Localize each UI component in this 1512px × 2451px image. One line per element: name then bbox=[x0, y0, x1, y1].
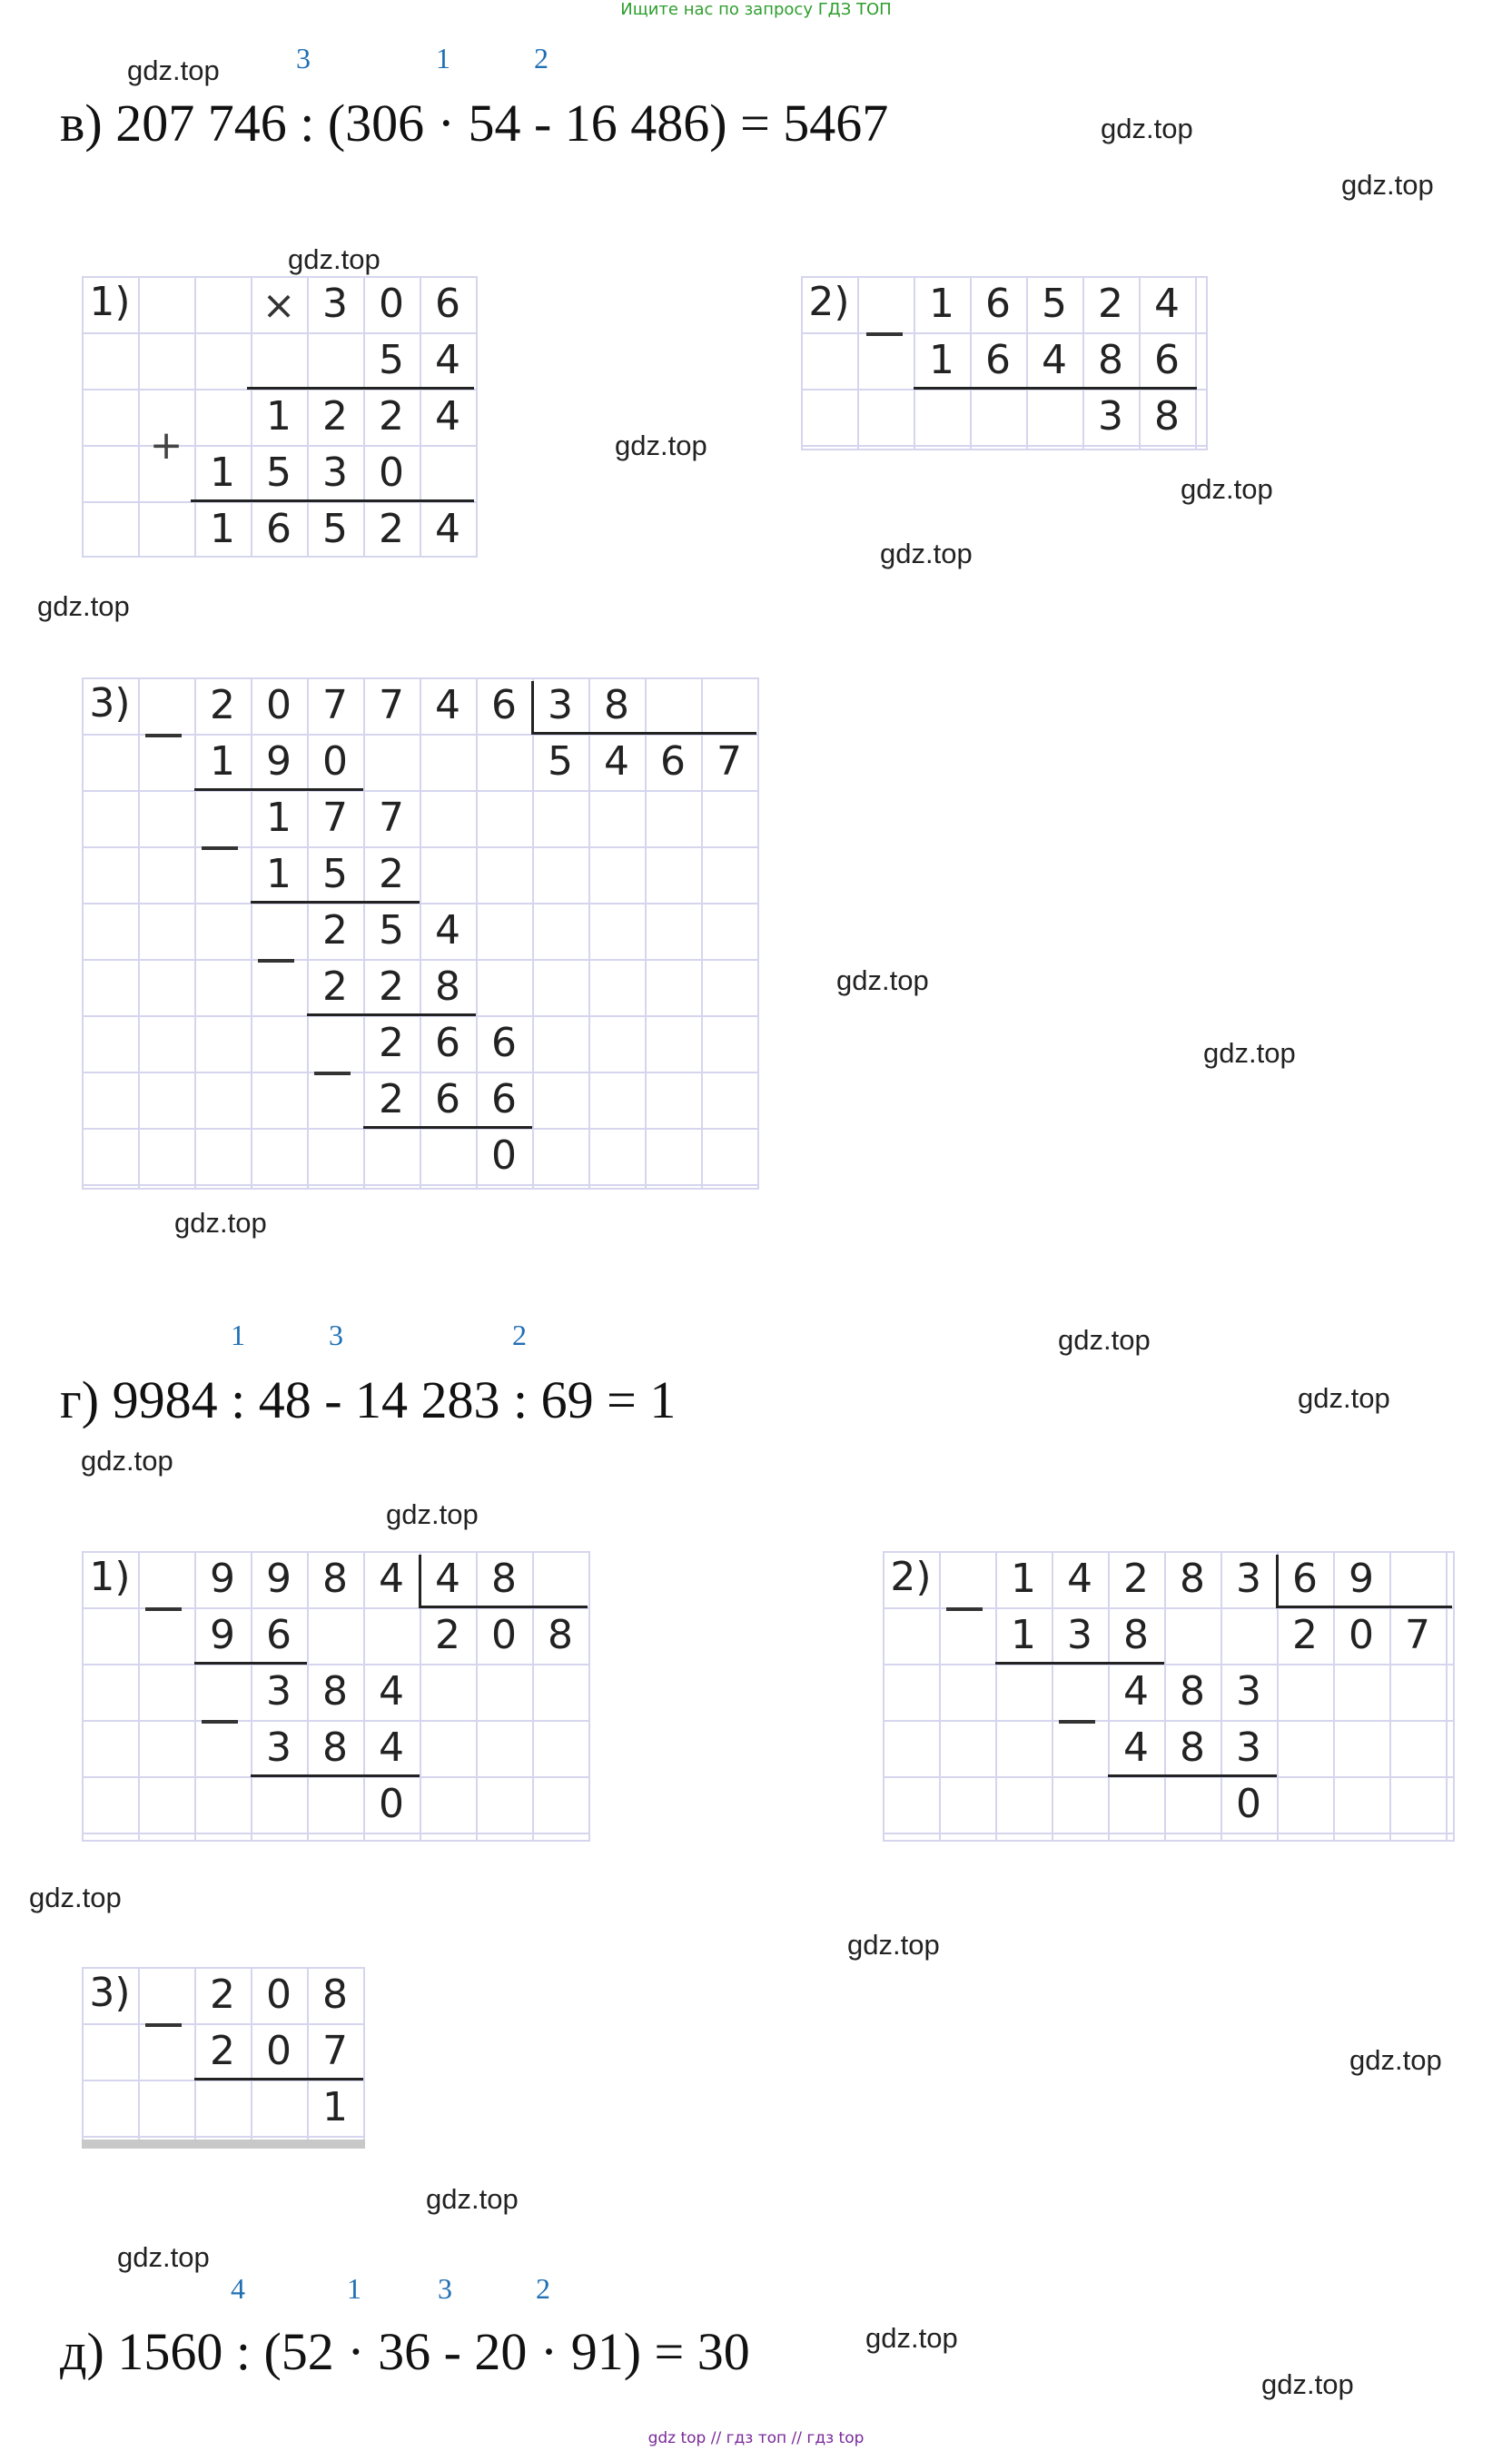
digit: 5 bbox=[266, 450, 292, 496]
v-step2-grid bbox=[801, 276, 1208, 450]
digit: 3 bbox=[1236, 1556, 1261, 1602]
step-label: 1) bbox=[89, 279, 131, 325]
watermark: gdz.top bbox=[880, 538, 973, 569]
digit: 1 bbox=[266, 851, 292, 897]
minus-sign bbox=[258, 959, 294, 963]
digit: 1 bbox=[1011, 1612, 1036, 1658]
digit: 6 bbox=[985, 337, 1011, 383]
digit: 9 bbox=[1349, 1556, 1374, 1602]
watermark: gdz.top bbox=[1058, 1324, 1151, 1356]
minus-sign bbox=[202, 1720, 238, 1724]
digit: 8 bbox=[548, 1612, 573, 1658]
digit: 2 bbox=[322, 964, 348, 1010]
order-mark: 1 bbox=[231, 1319, 245, 1351]
digit: 1 bbox=[210, 450, 235, 496]
watermark: gdz.top bbox=[386, 1498, 479, 1530]
digit: 4 bbox=[435, 682, 460, 728]
digit: 2 bbox=[1292, 1612, 1318, 1658]
order-mark: 2 bbox=[512, 1319, 527, 1351]
order-mark: 1 bbox=[436, 42, 450, 74]
digit: 1 bbox=[266, 393, 292, 440]
multiply-sign: × bbox=[262, 282, 296, 329]
digit: 5 bbox=[548, 738, 573, 785]
digit: 6 bbox=[266, 506, 292, 552]
minus-sign bbox=[145, 2023, 182, 2027]
digit: 2 bbox=[379, 506, 404, 552]
digit: 7 bbox=[379, 682, 404, 728]
digit: 7 bbox=[379, 795, 404, 841]
digit: 4 bbox=[604, 738, 629, 785]
minus-sign bbox=[202, 846, 238, 850]
digit: 2 bbox=[210, 2028, 235, 2074]
watermark: gdz.top bbox=[174, 1207, 267, 1239]
watermark: gdz.top bbox=[1203, 1037, 1296, 1069]
order-mark: 1 bbox=[347, 2272, 361, 2305]
minus-sign bbox=[946, 1607, 983, 1611]
digit: 8 bbox=[322, 1668, 348, 1715]
g-step1-grid bbox=[82, 1551, 590, 1842]
digit: 4 bbox=[435, 506, 460, 552]
order-mark: 3 bbox=[329, 1319, 343, 1351]
digit: 4 bbox=[1123, 1725, 1149, 1771]
digit: 4 bbox=[1154, 281, 1180, 327]
digit: 8 bbox=[435, 964, 460, 1010]
digit: 8 bbox=[1098, 337, 1123, 383]
digit: 2 bbox=[322, 907, 348, 954]
digit: 3 bbox=[548, 682, 573, 728]
digit: 4 bbox=[379, 1725, 404, 1771]
digit: 8 bbox=[1154, 393, 1180, 440]
digit: 2 bbox=[379, 851, 404, 897]
digit: 2 bbox=[322, 393, 348, 440]
digit: 5 bbox=[1042, 281, 1067, 327]
digit: 6 bbox=[435, 1020, 460, 1066]
digit: 3 bbox=[266, 1668, 292, 1715]
digit: 5 bbox=[379, 907, 404, 954]
digit: 4 bbox=[379, 1668, 404, 1715]
digit: 6 bbox=[985, 281, 1011, 327]
watermark: gdz.top bbox=[847, 1929, 940, 1961]
digit: 0 bbox=[379, 450, 404, 496]
digit: 8 bbox=[604, 682, 629, 728]
grey-divider bbox=[82, 2140, 365, 2149]
digit: 0 bbox=[266, 1972, 292, 2018]
digit: 6 bbox=[491, 682, 517, 728]
digit: 2 bbox=[1098, 281, 1123, 327]
minus-sign bbox=[314, 1072, 351, 1075]
bottom-banner: gdz top // гдз топ // гдз top bbox=[647, 2429, 865, 2447]
digit: 5 bbox=[322, 506, 348, 552]
digit: 5 bbox=[379, 337, 404, 383]
watermark: gdz.top bbox=[1181, 473, 1273, 505]
digit: 0 bbox=[491, 1612, 517, 1658]
digit: 8 bbox=[1180, 1668, 1205, 1715]
step-label: 2) bbox=[890, 1554, 932, 1600]
digit: 6 bbox=[435, 281, 460, 327]
digit: 2 bbox=[379, 393, 404, 440]
watermark: gdz.top bbox=[1261, 2368, 1354, 2400]
digit: 9 bbox=[210, 1556, 235, 1602]
digit: 3 bbox=[1236, 1725, 1261, 1771]
digit: 7 bbox=[1405, 1612, 1430, 1658]
digit: 1 bbox=[210, 738, 235, 785]
digit: 0 bbox=[322, 738, 348, 785]
watermark: gdz.top bbox=[1101, 113, 1193, 144]
watermark: gdz.top bbox=[1349, 2044, 1442, 2076]
v-step1-grid bbox=[82, 276, 478, 558]
top-banner: Ищите нас по запросу ГДЗ ТОП bbox=[620, 0, 892, 19]
digit: 8 bbox=[1180, 1556, 1205, 1602]
digit: 1 bbox=[266, 795, 292, 841]
step-label: 1) bbox=[89, 1554, 131, 1600]
digit: 6 bbox=[491, 1020, 517, 1066]
digit: 6 bbox=[660, 738, 686, 785]
order-mark: 3 bbox=[296, 42, 311, 74]
v-step3-grid bbox=[82, 677, 759, 1190]
digit: 4 bbox=[379, 1556, 404, 1602]
digit: 0 bbox=[379, 1781, 404, 1827]
digit: 8 bbox=[322, 1725, 348, 1771]
digit: 1 bbox=[322, 2084, 348, 2130]
digit: 3 bbox=[1236, 1668, 1261, 1715]
digit: 2 bbox=[210, 682, 235, 728]
digit: 9 bbox=[266, 738, 292, 785]
watermark: gdz.top bbox=[29, 1882, 122, 1913]
digit: 0 bbox=[266, 682, 292, 728]
digit: 7 bbox=[716, 738, 742, 785]
watermark: gdz.top bbox=[37, 590, 130, 622]
g-step3-grid bbox=[82, 1967, 365, 2143]
g-step2-grid bbox=[883, 1551, 1455, 1842]
digit: 3 bbox=[322, 450, 348, 496]
watermark: gdz.top bbox=[127, 54, 220, 86]
minus-sign bbox=[145, 734, 182, 737]
digit: 8 bbox=[1180, 1725, 1205, 1771]
digit: 7 bbox=[322, 795, 348, 841]
digit: 0 bbox=[491, 1132, 517, 1179]
digit: 4 bbox=[1067, 1556, 1092, 1602]
minus-sign bbox=[1059, 1720, 1095, 1724]
watermark: gdz.top bbox=[426, 2183, 519, 2215]
digit: 0 bbox=[1349, 1612, 1374, 1658]
order-mark: 3 bbox=[438, 2272, 452, 2305]
digit: 8 bbox=[322, 1972, 348, 2018]
digit: 3 bbox=[1098, 393, 1123, 440]
digit: 9 bbox=[210, 1612, 235, 1658]
minus-sign bbox=[145, 1607, 182, 1611]
digit: 7 bbox=[322, 2028, 348, 2074]
expression-d: д) 1560 : (52 · 36 - 20 · 91) = 30 bbox=[60, 2322, 750, 2381]
digit: 6 bbox=[266, 1612, 292, 1658]
digit: 2 bbox=[379, 1076, 404, 1122]
digit: 2 bbox=[379, 964, 404, 1010]
digit: 9 bbox=[266, 1556, 292, 1602]
watermark: gdz.top bbox=[836, 964, 929, 996]
order-mark: 2 bbox=[536, 2272, 550, 2305]
digit: 1 bbox=[929, 281, 954, 327]
step-label: 3) bbox=[89, 680, 131, 726]
digit: 8 bbox=[1123, 1612, 1149, 1658]
watermark: gdz.top bbox=[1298, 1382, 1390, 1414]
digit: 1 bbox=[929, 337, 954, 383]
digit: 6 bbox=[1154, 337, 1180, 383]
digit: 4 bbox=[435, 1556, 460, 1602]
digit: 3 bbox=[266, 1725, 292, 1771]
digit: 5 bbox=[322, 851, 348, 897]
plus-sign: + bbox=[149, 422, 183, 469]
digit: 7 bbox=[322, 682, 348, 728]
digit: 8 bbox=[491, 1556, 517, 1602]
digit: 3 bbox=[322, 281, 348, 327]
digit: 6 bbox=[491, 1076, 517, 1122]
digit: 4 bbox=[1123, 1668, 1149, 1715]
watermark: gdz.top bbox=[1341, 169, 1434, 201]
digit: 4 bbox=[435, 337, 460, 383]
watermark: gdz.top bbox=[865, 2322, 958, 2354]
minus-sign bbox=[866, 332, 903, 336]
digit: 4 bbox=[1042, 337, 1067, 383]
expression-g: г) 9984 : 48 - 14 283 : 69 = 1 bbox=[60, 1370, 677, 1429]
digit: 6 bbox=[435, 1076, 460, 1122]
digit: 4 bbox=[435, 393, 460, 440]
watermark: gdz.top bbox=[615, 430, 707, 461]
order-mark: 2 bbox=[534, 42, 548, 74]
digit: 0 bbox=[266, 2028, 292, 2074]
digit: 2 bbox=[379, 1020, 404, 1066]
watermark: gdz.top bbox=[81, 1445, 173, 1477]
digit: 2 bbox=[435, 1612, 460, 1658]
digit: 8 bbox=[322, 1556, 348, 1602]
digit: 6 bbox=[1292, 1556, 1318, 1602]
expression-v: в) 207 746 : (306 · 54 - 16 486) = 5467 bbox=[60, 94, 889, 153]
digit: 1 bbox=[210, 506, 235, 552]
digit: 2 bbox=[1123, 1556, 1149, 1602]
digit: 3 bbox=[1067, 1612, 1092, 1658]
step-label: 2) bbox=[808, 279, 850, 325]
digit: 1 bbox=[1011, 1556, 1036, 1602]
watermark: gdz.top bbox=[117, 2241, 210, 2273]
digit: 0 bbox=[379, 281, 404, 327]
step-label: 3) bbox=[89, 1970, 131, 2016]
watermark: gdz.top bbox=[288, 243, 380, 275]
digit: 4 bbox=[435, 907, 460, 954]
digit: 0 bbox=[1236, 1781, 1261, 1827]
order-mark: 4 bbox=[231, 2272, 245, 2305]
digit: 2 bbox=[210, 1972, 235, 2018]
